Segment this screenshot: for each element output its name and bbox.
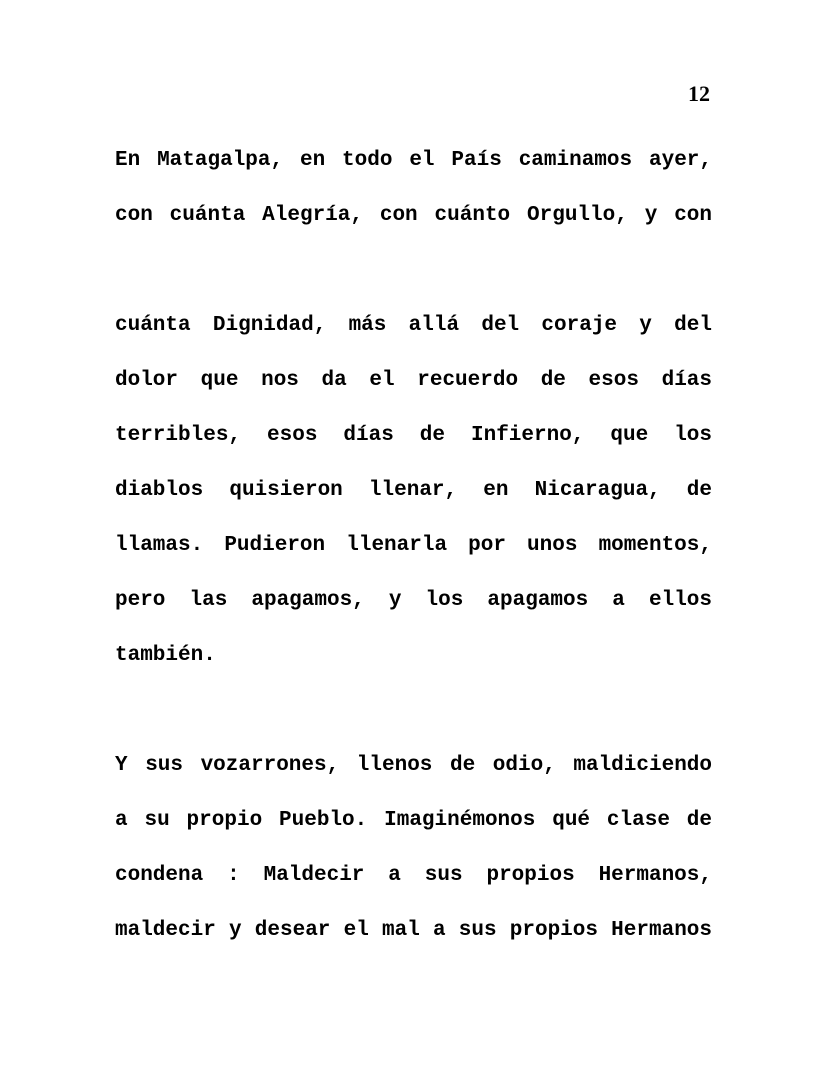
blank-line bbox=[115, 243, 712, 298]
text-line: En Matagalpa, en todo el País caminamos ayer, bbox=[115, 149, 712, 172]
text-line: maldecir y desear el mal a sus propios Hermanos bbox=[115, 919, 712, 942]
text-line: a su propio Pueblo. Imaginémonos qué clase de bbox=[115, 809, 712, 832]
text-line: con cuánta Alegría, con cuánto Orgullo, y con bbox=[115, 204, 712, 227]
text-line: Y sus vozarrones, llenos de odio, maldiciendo bbox=[115, 754, 712, 777]
text-line: terribles, esos días de Infierno, que los bbox=[115, 424, 712, 447]
text-line: condena : Maldecir a sus propios Hermanos, bbox=[115, 864, 712, 887]
text-line: diablos quisieron llenar, en Nicaragua, de bbox=[115, 479, 712, 502]
text-line: pero las apagamos, y los apagamos a ellos bbox=[115, 589, 712, 612]
page-number: 12 bbox=[688, 81, 710, 106]
text-line: cuánta Dignidad, más allá del coraje y del bbox=[115, 314, 712, 337]
page-text bbox=[115, 133, 712, 958]
blank-line bbox=[115, 683, 712, 738]
text-line: dolor que nos da el recuerdo de esos días bbox=[115, 369, 712, 392]
text-line: llamas. Pudieron llenarla por unos momentos, bbox=[115, 534, 712, 557]
text-line: también. bbox=[115, 644, 216, 667]
